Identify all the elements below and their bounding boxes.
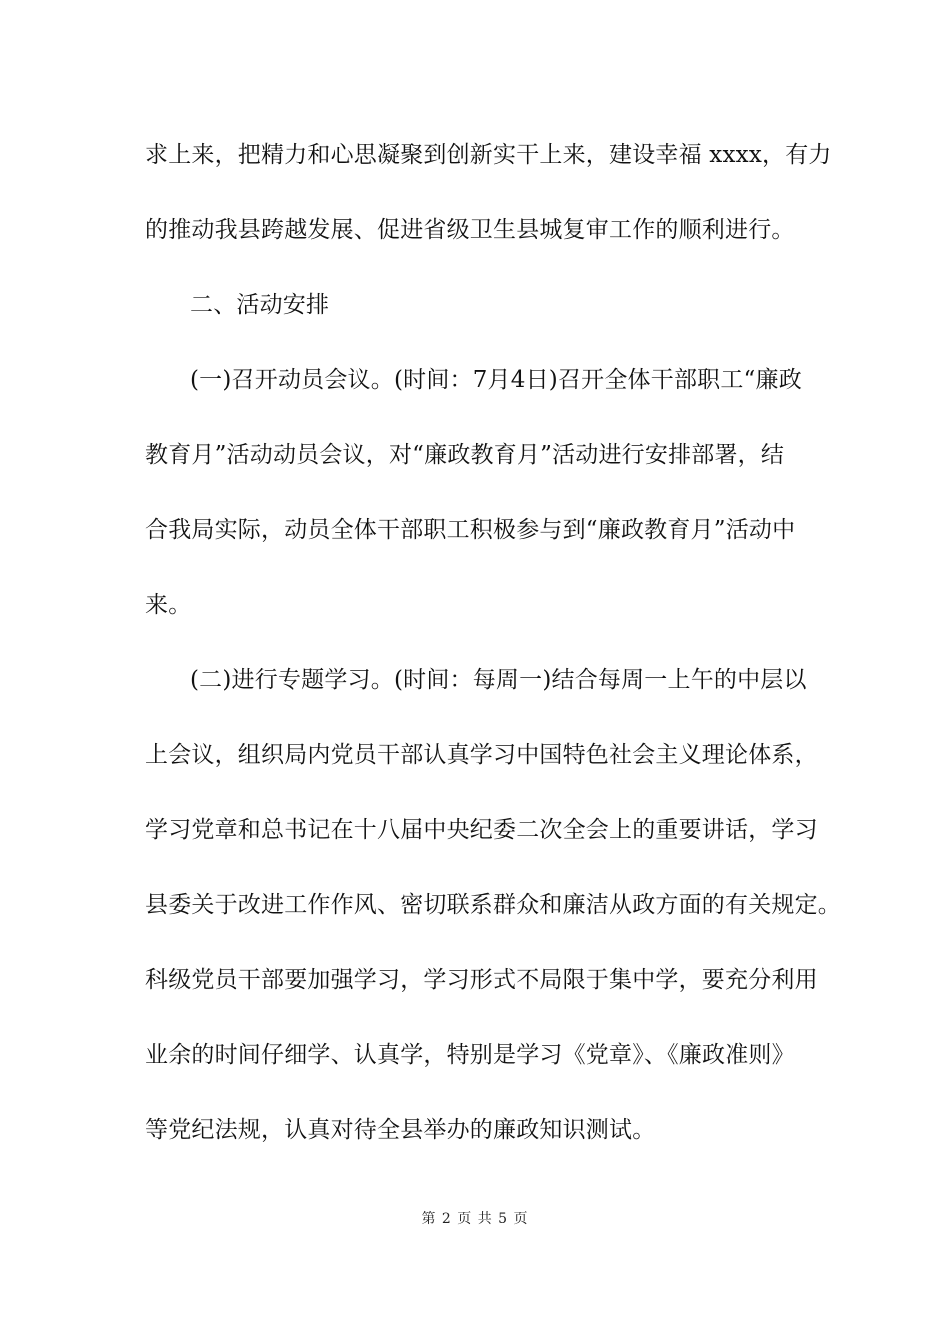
body-line-1: 求上来，把精力和心思凝聚到创新实干上来，建设幸福 xxxx，有力	[145, 142, 832, 168]
body-line-5: 合我局实际，动员全体干部职工积极参与到“廉政教育月”活动中	[145, 517, 796, 543]
body-line-3: (一)召开动员会议。(时间：7月4日)召开全体干部职工“廉政	[190, 367, 802, 393]
body-line-8: 上会议，组织局内党员干部认真学习中国特色社会主义理论体系，	[145, 742, 818, 768]
body-line-9: 学习党章和总书记在十八届中央纪委二次全会上的重要讲话，学习	[145, 817, 818, 843]
body-line-11: 科级党员干部要加强学习，学习形式不局限于集中学，要充分利用	[145, 967, 818, 993]
body-line-10: 县委关于改进工作作风、密切联系群众和廉洁从政方面的有关规定。	[145, 892, 841, 918]
body-line-12: 业余的时间仔细学、认真学，特别是学习《党章》、《廉政准则》	[145, 1042, 795, 1068]
page-number-footer: 第 2 页 共 5 页	[421, 1211, 529, 1227]
body-line-4: 教育月”活动动员会议，对“廉政教育月”活动进行安排部署，结	[145, 442, 785, 468]
body-line-13: 等党纪法规，认真对待全县举办的廉政知识测试。	[145, 1117, 656, 1143]
section-heading: 二、活动安排	[190, 292, 330, 318]
body-line-2: 的推动我县跨越发展、促进省级卫生县城复审工作的顺利进行。	[145, 217, 795, 243]
body-line-6: 来。	[145, 592, 192, 618]
body-line-7: (二)进行专题学习。(时间：每周一)结合每周一上午的中层以	[190, 667, 807, 693]
